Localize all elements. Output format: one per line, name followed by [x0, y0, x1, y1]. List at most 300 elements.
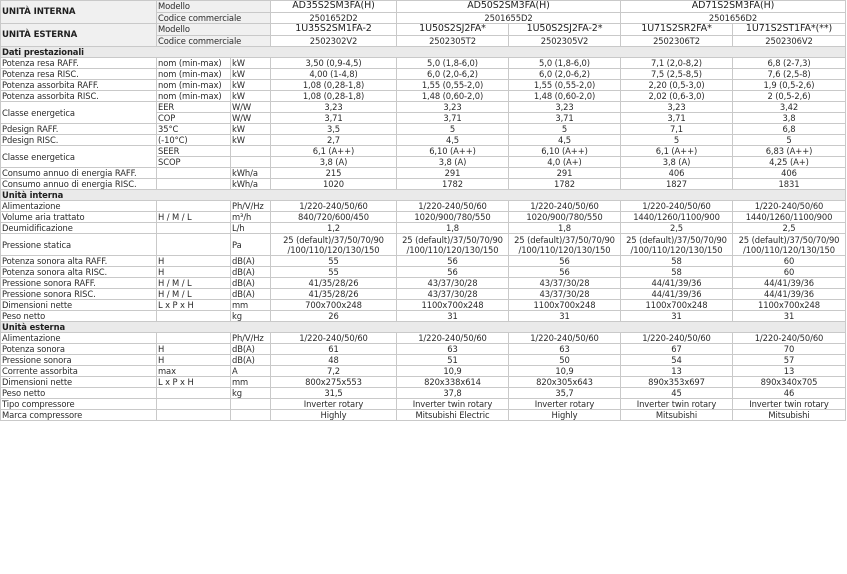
value-cell: 820x338x614: [397, 377, 509, 388]
value-cell: 1,08 (0,28-1,8): [271, 91, 397, 102]
section-unita-interna: [1, 190, 846, 201]
row-unit: dB(A): [231, 267, 271, 278]
value-cell: 6,10 (A++): [509, 146, 621, 157]
spec-row: [1, 355, 846, 366]
indoor-model: AD50S2SM3FA(H): [397, 1, 621, 13]
value-cell: 1/220-240/50/60: [621, 333, 733, 344]
row-unit: [231, 410, 271, 421]
row-label: Deumidificazione: [1, 223, 157, 234]
value-cell: 1831: [733, 179, 846, 190]
value-cell: 1/220-240/50/60: [621, 201, 733, 212]
value-cell: 31,5: [271, 388, 397, 399]
indoor-model: AD71S2SM3FA(H): [621, 1, 846, 13]
value-cell: 406: [621, 168, 733, 179]
value-cell: 291: [397, 168, 509, 179]
value-cell: 1,48 (0,60-2,0): [509, 91, 621, 102]
value-cell: 5,0 (1,8-6,0): [509, 58, 621, 69]
value-cell: Mitsubishi: [733, 410, 846, 421]
value-cell: Inverter rotary: [271, 399, 397, 410]
value-cell: Highly: [509, 410, 621, 421]
outdoor-model: 1U35S2SM1FA-2: [271, 24, 397, 36]
row-label: Pressione sonora RISC.: [1, 289, 157, 300]
value-cell: 10,9: [397, 366, 509, 377]
row-condition: H: [157, 256, 231, 267]
value-cell: 291: [509, 168, 621, 179]
value-cell: 43/37/30/28: [509, 278, 621, 289]
row-unit: kg: [231, 388, 271, 399]
header-row-indoor-model: [1, 1, 846, 13]
value-cell: 700x700x248: [271, 300, 397, 311]
row-unit: kW: [231, 58, 271, 69]
spec-row: [1, 388, 846, 399]
indoor-code: 2501652D2: [271, 12, 397, 24]
row-condition: nom (min-max): [157, 91, 231, 102]
row-unit: kW: [231, 69, 271, 80]
value-cell: 6,83 (A++): [733, 146, 846, 157]
row-condition: max: [157, 366, 231, 377]
value-cell: 1782: [397, 179, 509, 190]
row-condition: nom (min-max): [157, 58, 231, 69]
value-cell: 35,7: [509, 388, 621, 399]
row-label: Dimensioni nette: [1, 377, 157, 388]
value-cell: 890x353x697: [621, 377, 733, 388]
row-label: Classe energetica: [1, 146, 157, 168]
outdoor-code: 2502306T2: [621, 35, 733, 47]
value-cell: 7,1 (2,0-8,2): [621, 58, 733, 69]
spec-row: [1, 366, 846, 377]
row-condition: (-10°C): [157, 135, 231, 146]
value-cell: 70: [733, 344, 846, 355]
row-unit: kWh/a: [231, 168, 271, 179]
value-cell: 31: [397, 311, 509, 322]
row-label: Potenza sonora: [1, 344, 157, 355]
value-cell: 215: [271, 168, 397, 179]
value-cell: 60: [733, 256, 846, 267]
value-cell: 56: [397, 256, 509, 267]
value-cell: 1,08 (0,28-1,8): [271, 80, 397, 91]
row-unit: W/W: [231, 113, 271, 124]
value-cell: 2,5: [733, 223, 846, 234]
indoor-code: 2501655D2: [397, 12, 621, 24]
row-label: Pressione statica: [1, 234, 157, 256]
spec-row: [1, 124, 846, 135]
row-condition: [157, 234, 231, 256]
value-cell: 1,8: [397, 223, 509, 234]
value-cell: Inverter rotary: [509, 399, 621, 410]
row-unit: kWh/a: [231, 179, 271, 190]
value-cell: 1782: [509, 179, 621, 190]
value-cell: 3,23: [397, 102, 509, 113]
value-cell: 58: [621, 267, 733, 278]
value-cell: [733, 234, 846, 256]
outdoor-code: 2502302V2: [271, 35, 397, 47]
value-cell: 43/37/30/28: [397, 278, 509, 289]
row-label: Pressione sonora: [1, 355, 157, 366]
value-cell: 1,55 (0,55-2,0): [397, 80, 509, 91]
row-label: Dimensioni nette: [1, 300, 157, 311]
value-cell: 6,1 (A++): [271, 146, 397, 157]
row-condition: nom (min-max): [157, 80, 231, 91]
value-cell: 57: [733, 355, 846, 366]
row-label: Peso netto: [1, 311, 157, 322]
spec-row: [1, 377, 846, 388]
spec-row: [1, 80, 846, 91]
outdoor-model: 1U71S2SR2FA*: [621, 24, 733, 36]
value-cell: 4,25 (A+): [733, 157, 846, 168]
value-cell: 4,0 (A+): [509, 157, 621, 168]
spec-row-pressione-statica: [1, 234, 846, 256]
row-label: Potenza sonora alta RAFF.: [1, 256, 157, 267]
outdoor-unit-label: UNITÀ ESTERNA: [1, 24, 157, 47]
value-cell: [621, 234, 733, 256]
value-cell: 1/220-240/50/60: [509, 333, 621, 344]
value-cell: 1100x700x248: [509, 300, 621, 311]
value-cell: 31: [509, 311, 621, 322]
value-cell: 3,8: [733, 113, 846, 124]
value-cell: 1,55 (0,55-2,0): [509, 80, 621, 91]
spec-row: [1, 212, 846, 223]
value-cell: 6,0 (2,0-6,2): [397, 69, 509, 80]
value-cell: 1/220-240/50/60: [271, 333, 397, 344]
value-cell: 1020: [271, 179, 397, 190]
row-unit: dB(A): [231, 289, 271, 300]
value-cell: 1100x700x248: [397, 300, 509, 311]
value-cell: 3,71: [621, 113, 733, 124]
row-label: Corrente assorbita: [1, 366, 157, 377]
value-line: /100/110/120/130/150: [742, 244, 836, 255]
value-cell: 55: [271, 256, 397, 267]
value-cell: 6,1 (A++): [621, 146, 733, 157]
value-cell: 406: [733, 168, 846, 179]
row-condition: [157, 179, 231, 190]
value-line: /100/110/120/130/150: [287, 244, 380, 255]
value-cell: 56: [509, 267, 621, 278]
value-cell: 10,9: [509, 366, 621, 377]
value-cell: 54: [621, 355, 733, 366]
row-unit: Ph/V/Hz: [231, 201, 271, 212]
value-cell: 5: [397, 124, 509, 135]
value-cell: 44/41/39/36: [733, 289, 846, 300]
value-cell: 56: [397, 267, 509, 278]
value-cell: 1/220-240/50/60: [509, 201, 621, 212]
row-condition: H: [157, 344, 231, 355]
value-cell: 44/41/39/36: [621, 278, 733, 289]
value-cell: 45: [621, 388, 733, 399]
row-condition: L x P x H: [157, 377, 231, 388]
value-cell: 890x340x705: [733, 377, 846, 388]
row-unit: dB(A): [231, 355, 271, 366]
value-cell: 55: [271, 267, 397, 278]
row-label: Pressione sonora RAFF.: [1, 278, 157, 289]
value-cell: 2,02 (0,6-3,0): [621, 91, 733, 102]
value-cell: 7,2: [271, 366, 397, 377]
value-cell: 13: [733, 366, 846, 377]
value-cell: 13: [621, 366, 733, 377]
value-cell: 6,0 (2,0-6,2): [509, 69, 621, 80]
row-label: Volume aria trattato: [1, 212, 157, 223]
row-label: Classe energetica: [1, 102, 157, 124]
value-cell: 1,2: [271, 223, 397, 234]
value-cell: 3,23: [509, 102, 621, 113]
value-cell: 51: [397, 355, 509, 366]
row-unit: Ph/V/Hz: [231, 333, 271, 344]
value-cell: Inverter twin rotary: [397, 399, 509, 410]
row-condition: [157, 388, 231, 399]
value-line: 25 (default)/37/50/70/90: [738, 234, 840, 245]
value-cell: [397, 234, 509, 256]
value-cell: 1/220-240/50/60: [397, 201, 509, 212]
row-label: Potenza assorbita RISC.: [1, 91, 157, 102]
row-unit: A: [231, 366, 271, 377]
value-cell: 2,20 (0,5-3,0): [621, 80, 733, 91]
value-cell: [509, 234, 621, 256]
row-unit: [231, 157, 271, 168]
value-cell: 63: [509, 344, 621, 355]
value-cell: 5: [733, 135, 846, 146]
row-condition: H / M / L: [157, 212, 231, 223]
modello-label: Modello: [157, 24, 271, 36]
value-cell: 61: [271, 344, 397, 355]
value-cell: 26: [271, 311, 397, 322]
row-label: Potenza sonora alta RISC.: [1, 267, 157, 278]
value-cell: 1440/1260/1100/900: [621, 212, 733, 223]
row-label: Potenza assorbita RAFF.: [1, 80, 157, 91]
value-cell: 1100x700x248: [621, 300, 733, 311]
row-label: Pdesign RISC.: [1, 135, 157, 146]
value-cell: 7,6 (2,5-8): [733, 69, 846, 80]
row-unit: dB(A): [231, 256, 271, 267]
row-label: Potenza resa RISC.: [1, 69, 157, 80]
value-cell: 1/220-240/50/60: [397, 333, 509, 344]
value-cell: 41/35/28/26: [271, 278, 397, 289]
value-cell: 7,5 (2,5-8,5): [621, 69, 733, 80]
row-unit: mm: [231, 377, 271, 388]
row-condition: SCOP: [157, 157, 231, 168]
row-unit: L/h: [231, 223, 271, 234]
value-cell: 43/37/30/28: [509, 289, 621, 300]
row-condition: COP: [157, 113, 231, 124]
value-cell: 60: [733, 267, 846, 278]
value-cell: 31: [733, 311, 846, 322]
row-condition: [157, 399, 231, 410]
row-condition: SEER: [157, 146, 231, 157]
codice-label: Codice commerciale: [157, 35, 271, 47]
row-unit: W/W: [231, 102, 271, 113]
row-condition: H / M / L: [157, 289, 231, 300]
value-cell: 1/220-240/50/60: [733, 333, 846, 344]
row-unit: m³/h: [231, 212, 271, 223]
indoor-unit-label: UNITÀ INTERNA: [1, 1, 157, 24]
row-unit: kg: [231, 311, 271, 322]
value-cell: 5,0 (1,8-6,0): [397, 58, 509, 69]
value-cell: Inverter twin rotary: [733, 399, 846, 410]
row-unit: dB(A): [231, 278, 271, 289]
row-label: Consumo annuo di energia RAFF.: [1, 168, 157, 179]
value-cell: 1,48 (0,60-2,0): [397, 91, 509, 102]
value-cell: 3,8 (A): [621, 157, 733, 168]
row-unit: mm: [231, 300, 271, 311]
value-cell: 37,8: [397, 388, 509, 399]
spec-row: [1, 256, 846, 267]
row-unit: kW: [231, 135, 271, 146]
value-cell: 5: [621, 135, 733, 146]
value-cell: 31: [621, 311, 733, 322]
spec-row: [1, 267, 846, 278]
header-row-outdoor-model: [1, 24, 846, 36]
value-cell: 3,8 (A): [271, 157, 397, 168]
row-label: Consumo annuo di energia RISC.: [1, 179, 157, 190]
section-title: Dati prestazionali: [1, 47, 846, 58]
value-cell: 2,5: [621, 223, 733, 234]
row-unit: kW: [231, 80, 271, 91]
row-label: Tipo compressore: [1, 399, 157, 410]
value-cell: 840/720/600/450: [271, 212, 397, 223]
spec-row: [1, 399, 846, 410]
row-condition: 35°C: [157, 124, 231, 135]
value-cell: 1020/900/780/550: [509, 212, 621, 223]
value-cell: 56: [509, 256, 621, 267]
row-condition: [157, 168, 231, 179]
value-cell: 800x275x553: [271, 377, 397, 388]
spec-row: [1, 311, 846, 322]
value-cell: 58: [621, 256, 733, 267]
value-cell: 1827: [621, 179, 733, 190]
value-cell: Highly: [271, 410, 397, 421]
value-line: /100/110/120/130/150: [406, 244, 499, 255]
spec-row: [1, 410, 846, 421]
value-cell: 5: [509, 124, 621, 135]
spec-row: [1, 300, 846, 311]
value-cell: 48: [271, 355, 397, 366]
row-condition: L x P x H: [157, 300, 231, 311]
spec-row: [1, 168, 846, 179]
section-unita-esterna: [1, 322, 846, 333]
row-label: Pdesign RAFF.: [1, 124, 157, 135]
section-title: Unità esterna: [1, 322, 846, 333]
spec-row: [1, 344, 846, 355]
value-cell: 6,8 (2-7,3): [733, 58, 846, 69]
row-condition: EER: [157, 102, 231, 113]
row-condition: H / M / L: [157, 278, 231, 289]
row-unit: Pa: [231, 234, 271, 256]
row-condition: H: [157, 355, 231, 366]
section-dati-prestazionali: [1, 47, 846, 58]
value-cell: 3,42: [733, 102, 846, 113]
spec-row: [1, 333, 846, 344]
value-cell: 820x305x643: [509, 377, 621, 388]
row-unit: [231, 146, 271, 157]
spec-row: [1, 179, 846, 190]
spec-row: [1, 91, 846, 102]
value-cell: 44/41/39/36: [733, 278, 846, 289]
value-cell: 67: [621, 344, 733, 355]
value-cell: 7,1: [621, 124, 733, 135]
outdoor-model: 1U50S2SJ2FA*: [397, 24, 509, 36]
value-cell: 6,8: [733, 124, 846, 135]
value-cell: 50: [509, 355, 621, 366]
value-cell: 1440/1260/1100/900: [733, 212, 846, 223]
indoor-code: 2501656D2: [621, 12, 846, 24]
row-condition: [157, 223, 231, 234]
value-line: 25 (default)/37/50/70/90: [283, 234, 384, 245]
value-cell: 1/220-240/50/60: [733, 201, 846, 212]
row-condition: [157, 311, 231, 322]
value-cell: 3,71: [397, 113, 509, 124]
value-cell: 1/220-240/50/60: [271, 201, 397, 212]
value-cell: Inverter twin rotary: [621, 399, 733, 410]
value-cell: 1020/900/780/550: [397, 212, 509, 223]
outdoor-code: 2502306V2: [733, 35, 846, 47]
value-cell: [271, 234, 397, 256]
value-cell: 63: [397, 344, 509, 355]
row-unit: dB(A): [231, 344, 271, 355]
value-cell: 1,9 (0,5-2,6): [733, 80, 846, 91]
row-label: Alimentazione: [1, 201, 157, 212]
value-cell: 3,50 (0,9-4,5): [271, 58, 397, 69]
value-cell: 1,8: [509, 223, 621, 234]
spec-row: [1, 69, 846, 80]
value-line: 25 (default)/37/50/70/90: [514, 234, 615, 245]
row-label: Marca compressore: [1, 410, 157, 421]
row-condition: nom (min-max): [157, 69, 231, 80]
value-line: /100/110/120/130/150: [518, 244, 611, 255]
spec-row: [1, 201, 846, 212]
spec-row: [1, 223, 846, 234]
value-cell: 4,00 (1-4,8): [271, 69, 397, 80]
row-label: Alimentazione: [1, 333, 157, 344]
spec-row: [1, 58, 846, 69]
value-line: 25 (default)/37/50/70/90: [626, 234, 727, 245]
row-label: Peso netto: [1, 388, 157, 399]
outdoor-code: 2502305T2: [397, 35, 509, 47]
row-condition: H: [157, 267, 231, 278]
outdoor-code: 2502305V2: [509, 35, 621, 47]
value-cell: 1100x700x248: [733, 300, 846, 311]
value-cell: 4,5: [509, 135, 621, 146]
value-cell: 3,71: [271, 113, 397, 124]
value-cell: 6,10 (A++): [397, 146, 509, 157]
outdoor-model: 1U50S2SJ2FA-2*: [509, 24, 621, 36]
value-cell: 43/37/30/28: [397, 289, 509, 300]
row-condition: [157, 201, 231, 212]
row-condition: [157, 333, 231, 344]
row-unit: kW: [231, 124, 271, 135]
value-cell: 46: [733, 388, 846, 399]
spec-row: [1, 135, 846, 146]
value-cell: 2 (0,5-2,6): [733, 91, 846, 102]
value-line: /100/110/120/130/150: [630, 244, 723, 255]
value-cell: 3,8 (A): [397, 157, 509, 168]
spec-row: [1, 289, 846, 300]
value-cell: 3,23: [271, 102, 397, 113]
outdoor-model: 1U71S2ST1FA*(**): [733, 24, 846, 36]
value-cell: 41/35/28/26: [271, 289, 397, 300]
spec-row: [1, 146, 846, 157]
value-cell: 3,23: [621, 102, 733, 113]
value-line: 25 (default)/37/50/70/90: [402, 234, 503, 245]
modello-label: Modello: [157, 1, 271, 13]
spec-row: [1, 278, 846, 289]
codice-label: Codice commerciale: [157, 12, 271, 24]
row-unit: [231, 399, 271, 410]
indoor-model: AD35S2SM3FA(H): [271, 1, 397, 13]
value-cell: 2,7: [271, 135, 397, 146]
row-condition: [157, 410, 231, 421]
value-cell: Mitsubishi Electric: [397, 410, 509, 421]
value-cell: 44/41/39/36: [621, 289, 733, 300]
value-cell: Mitsubishi: [621, 410, 733, 421]
section-title: Unità interna: [1, 190, 846, 201]
